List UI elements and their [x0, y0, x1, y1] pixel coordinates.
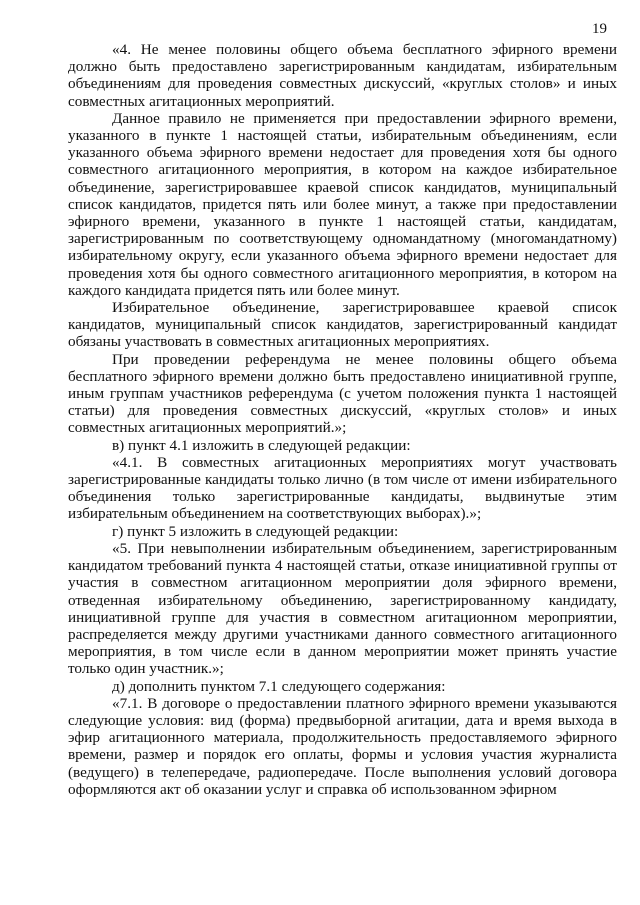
- paragraph-clause-7-1: «7.1. В договоре о предоставлении платного эфирного времени указываются следующие условия: вид (форма) предвыборной агитации, дата и время выхода в эфир агитационного материала, продолжительность предоставляемого эфирного времени, размер и порядок его оплаты, формы и условия участия журналиста (ведущего) в телепередаче, радиопередаче. После выполнения условий договора оформляются акт об оказании услуг и справка об использованном эфирном: [68, 694, 617, 798]
- paragraph-amendment-d: д) дополнить пунктом 7.1 следующего содержания:: [112, 677, 446, 695]
- paragraph-amendment-v: в) пункт 4.1 изложить в следующей редакции:: [112, 436, 411, 454]
- paragraph-exception-rule: Данное правило не применяется при предоставлении эфирного времени, указанного в пункте 1 настоящей статьи, избирательным объединениям, если указанного объема эфирного времени недостает для проведения хотя бы одного совместного агитационного мероприятия, в котором на каждое избирательное объединение, зарегистрировавшее краевой список кандидатов, муниципальный список кандидатов, придется пять или более минут, а также при предоставлении эфирного времени, указанного в пункте 1 настоящей статьи, кандидатам, зарегистрированным по соответствующему одномандатному (многомандатному) избирательному округу, если указанного объема эфирного времени недостает для проведения хотя бы одного совместного агитационного мероприятия, в котором на каждого кандидата придется пять или более минут.: [68, 109, 617, 299]
- document-body: [68, 41, 617, 798]
- paragraph-obligation: Избирательное объединение, зарегистрировавшее краевой список кандидатов, муниципальный список кандидатов, зарегистрированный кандидат обязаны участвовать в совместных агитационных мероприятиях.: [68, 299, 617, 351]
- paragraph-amendment-g: г) пункт 5 изложить в следующей редакции:: [112, 522, 399, 540]
- paragraph-clause-4-1: «4.1. В совместных агитационных мероприятиях могут участвовать зарегистрированные кандидаты только лично (в том числе от имени избирательного объединения только зарегистрированные кандидаты, выдвинутые этим избирательным объединением на соответствующих выборах).»;: [68, 453, 617, 523]
- paragraph-clause-5: «5. При невыполнении избирательным объединением, зарегистрированным кандидатом требований пункта 4 настоящей статьи, отказе инициативной группы от участия в совместном агитационном мероприятии доля эфирного времени, отведенная избирательному объединению, зарегистрированному кандидату, инициативной группе для участия в совместном агитационном мероприятии, распределяется между другими участниками данного совместного агитационного мероприятия, в том числе если в данном мероприятии может принять участие только один участник.»;: [68, 539, 617, 678]
- paragraph-referendum: При проведении референдума не менее половины общего объема бесплатного эфирного времени должно быть предоставлено инициативной группе, иным группам участников референдума (с учетом положения пункта 1 настоящей статьи) для проведения совместных дискуссий, «круглых столов» и иных совместных агитационных мероприятий.»;: [68, 350, 617, 437]
- page-number: 19: [592, 21, 607, 37]
- paragraph-clause-4: «4. Не менее половины общего объема бесплатного эфирного времени должно быть предоставлено зарегистрированным кандидатам, избирательным объединениям для проведения совместных дискуссий, «круглых столов» и иных совместных агитационных мероприятий.: [68, 41, 617, 110]
